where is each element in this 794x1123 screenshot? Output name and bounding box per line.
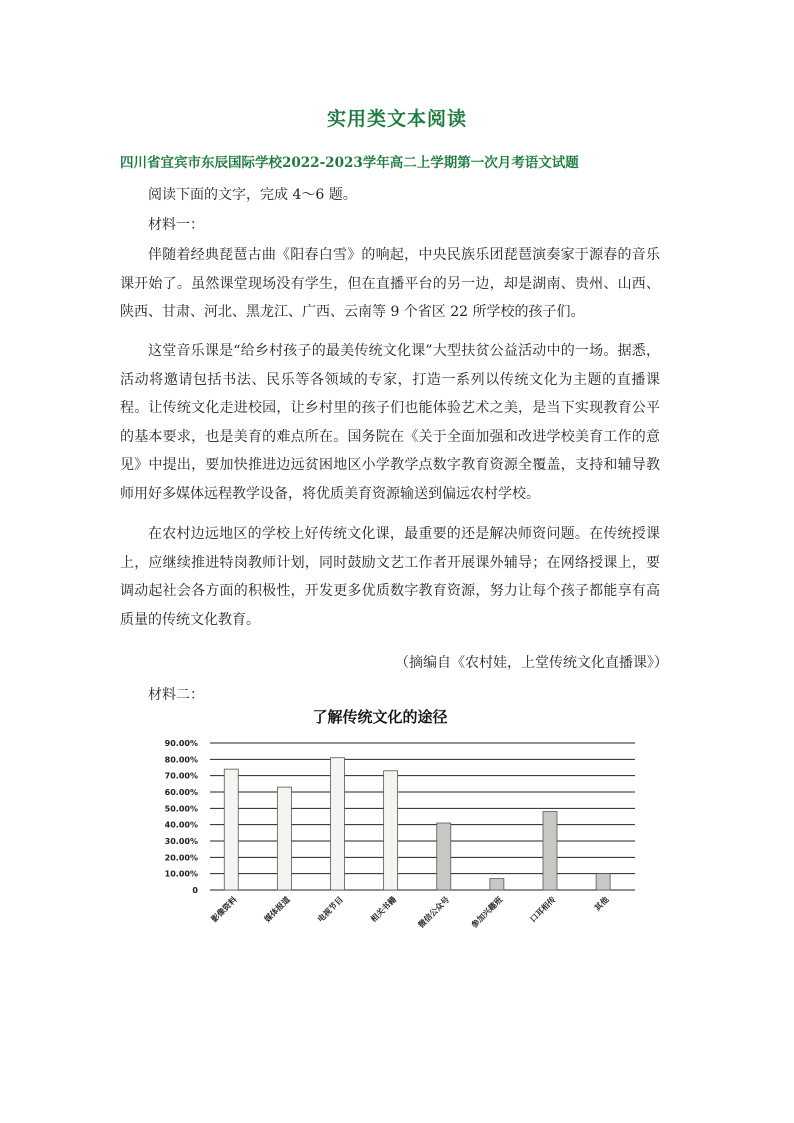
bar-chart xyxy=(150,700,650,940)
material2-label: 材料二： xyxy=(148,687,204,703)
x-category-label: 媒体报道 xyxy=(262,895,292,925)
y-tick-label: 60.00% xyxy=(164,788,198,797)
bar-5 xyxy=(437,823,451,890)
material1-label: 材料一： xyxy=(148,217,204,233)
chart-title: 了解传统文化的途径 xyxy=(312,708,448,726)
bar-6 xyxy=(490,879,504,890)
x-category-label: 微信公众号 xyxy=(416,895,452,930)
y-tick-label: 30.00% xyxy=(164,837,198,846)
page-title: 实用类文本阅读 xyxy=(326,108,467,130)
source-citation: （摘编自《农村娃，上堂传统文化直播课》） xyxy=(395,655,668,671)
y-tick-label: 0 xyxy=(192,886,198,895)
y-tick-label: 80.00% xyxy=(164,755,198,765)
x-category-label: 相关书籍 xyxy=(369,895,399,925)
paragraph-2: 这堂音乐课是“给乡村孩子的最美传统文化课”大型扶贫公益活动中的一场。据悉，活动将邀请包括书法、民乐等各领域的专家，打造一系列以传统文化为主题的直播课程。让传统文化走进校园，让乡村里的孩子们也能体验艺术之美，是当下实现教育公平的基本要求，也是美育的难点所在。国务院在《关于全面加强和改进学校美育工作的意见》中提出，要加快推进边远贫困地区小学教学点数字教育资源全覆盖，支持和辅导教师用好多媒体远程教学设备，将优质美育资源输送到偏远农村学校。 xyxy=(120,343,660,502)
x-category-label: 口耳相传 xyxy=(528,895,558,925)
y-tick-label: 10.00% xyxy=(164,869,198,879)
instruction-text: 阅读下面的文字，完成 4～6 题。 xyxy=(148,187,357,203)
x-category-label: 电视节目 xyxy=(315,895,345,925)
paragraph-1: 伴随着经典琵琶古曲《阳春白雪》的响起，中央民族乐团琵琶演奏家于源春的音乐课开始了。虽然课堂现场没有学生，但在直播平台的另一边，却是湖南、贵州、山西、陕西、甘肃、河北、黑龙江、广西、云南等 9 个省区 22 所学校的孩子们。 xyxy=(120,247,660,320)
exam-subtitle: 四川省宜宾市东辰国际学校2022-2023学年高二上学期第一次月考语文试题 xyxy=(120,155,579,171)
y-tick-label: 20.00% xyxy=(164,853,198,863)
x-category-label: 影像资料 xyxy=(209,895,239,925)
bar-2 xyxy=(277,787,291,890)
x-category-label: 其他 xyxy=(592,895,611,913)
y-tick-label: 40.00% xyxy=(164,820,198,830)
y-tick-label: 50.00% xyxy=(164,804,198,814)
paragraph-3: 在农村边远地区的学校上好传统文化课，最重要的还是解决师资问题。在传统授课上，应继续推进特岗教师计划，同时鼓励文艺工作者开展课外辅导；在网络授课上，要调动起社会各方面的积极性，开发更多优质数字教育资源，努力让每个孩子都能享有高质量的传统文化教育。 xyxy=(120,526,660,628)
bar-7 xyxy=(543,812,557,890)
y-tick-label: 70.00% xyxy=(164,771,198,781)
bar-3 xyxy=(331,758,345,890)
bar-8 xyxy=(596,874,610,890)
bar-1 xyxy=(224,769,238,890)
x-category-label: 参加兴趣班 xyxy=(469,895,505,930)
y-tick-label: 90.00% xyxy=(164,739,198,748)
bar-4 xyxy=(384,771,398,890)
